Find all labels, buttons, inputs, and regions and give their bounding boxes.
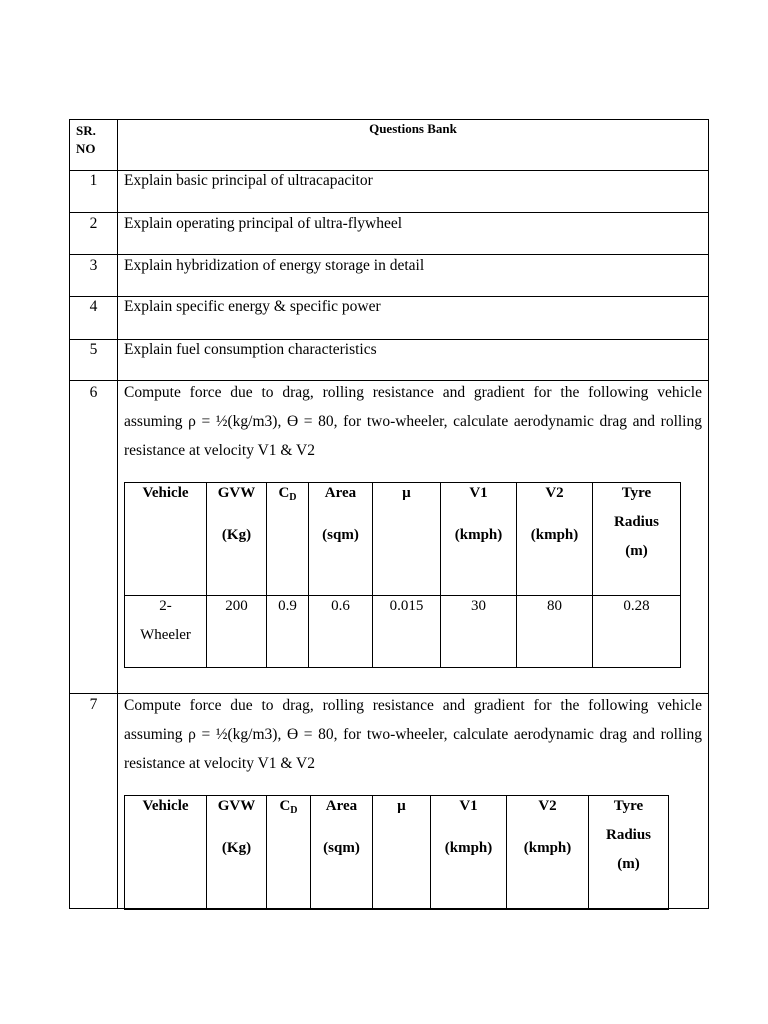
sr-no-header: SR. NO <box>76 123 96 156</box>
vehicle-spec-table <box>124 795 669 910</box>
gvw-header: GVW (Kg) <box>207 483 267 596</box>
question-text: Explain specific energy & specific power <box>124 298 381 315</box>
question-text: Explain fuel consumption characteristics <box>124 341 377 358</box>
area-header: Area (sqm) <box>309 483 373 596</box>
mu-header: µ <box>373 796 431 910</box>
gvw-cell: 200 <box>207 596 267 668</box>
tyre-radius-header: Tyre Radius (m) <box>593 483 681 596</box>
cd-cell: 0.9 <box>267 596 309 668</box>
column-divider <box>117 120 118 908</box>
cd-header: $C_D$ <box>267 483 309 596</box>
questions-bank-header: Questions Bank <box>369 121 457 136</box>
vehicle-spec-table <box>124 482 681 668</box>
question-text: Compute force due to drag, rolling resistance and gradient for the following vehicle assuming ρ = ½(kg/m3), Ɵ = 80, for two-wheeler, calculate aerodynamic drag and rolling resistance at velocity V1 & V2 <box>124 384 702 459</box>
v2-header: V2 (kmph) <box>507 796 589 910</box>
row-divider <box>70 254 708 255</box>
question-number: 3 <box>89 257 98 274</box>
question-bank-table <box>69 119 709 909</box>
question-text: Compute force due to drag, rolling resistance and gradient for the following vehicle assuming ρ = ½(kg/m3), Ɵ = 80, for two-wheeler, calculate aerodynamic drag and rolling resistance at velocity V1 & V2 <box>124 697 702 772</box>
question-number: 4 <box>89 298 98 315</box>
question-number: 5 <box>89 341 98 358</box>
question-number: 2 <box>89 215 98 232</box>
v1-header: V1 (kmph) <box>431 796 507 910</box>
tyre-radius-header: Tyre Radius (m) <box>589 796 669 910</box>
area-cell: 0.6 <box>309 596 373 668</box>
v2-cell: 80 <box>517 596 593 668</box>
question-text: Explain operating principal of ultra-flywheel <box>124 215 403 232</box>
v2-header: V2 (kmph) <box>517 483 593 596</box>
cd-header: $C_D$ <box>267 796 311 910</box>
question-text: Explain hybridization of energy storage in detail <box>124 257 425 274</box>
question-number: 1 <box>89 172 98 189</box>
row-divider <box>70 212 708 213</box>
vehicle-header: Vehicle <box>125 796 207 910</box>
question-number: 7 <box>89 696 98 713</box>
question-number: 6 <box>89 384 98 401</box>
v1-cell: 30 <box>441 596 517 668</box>
area-header: Area (sqm) <box>311 796 373 910</box>
mu-header: µ <box>373 483 441 596</box>
mu-cell: 0.015 <box>373 596 441 668</box>
radius-cell: 0.28 <box>593 596 681 668</box>
vehicle-header: Vehicle <box>125 483 207 596</box>
question-text: Explain basic principal of ultracapacitor <box>124 172 373 189</box>
v1-header: V1 (kmph) <box>441 483 517 596</box>
vehicle-cell: 2- Wheeler <box>125 596 207 668</box>
gvw-header: GVW (Kg) <box>207 796 267 910</box>
